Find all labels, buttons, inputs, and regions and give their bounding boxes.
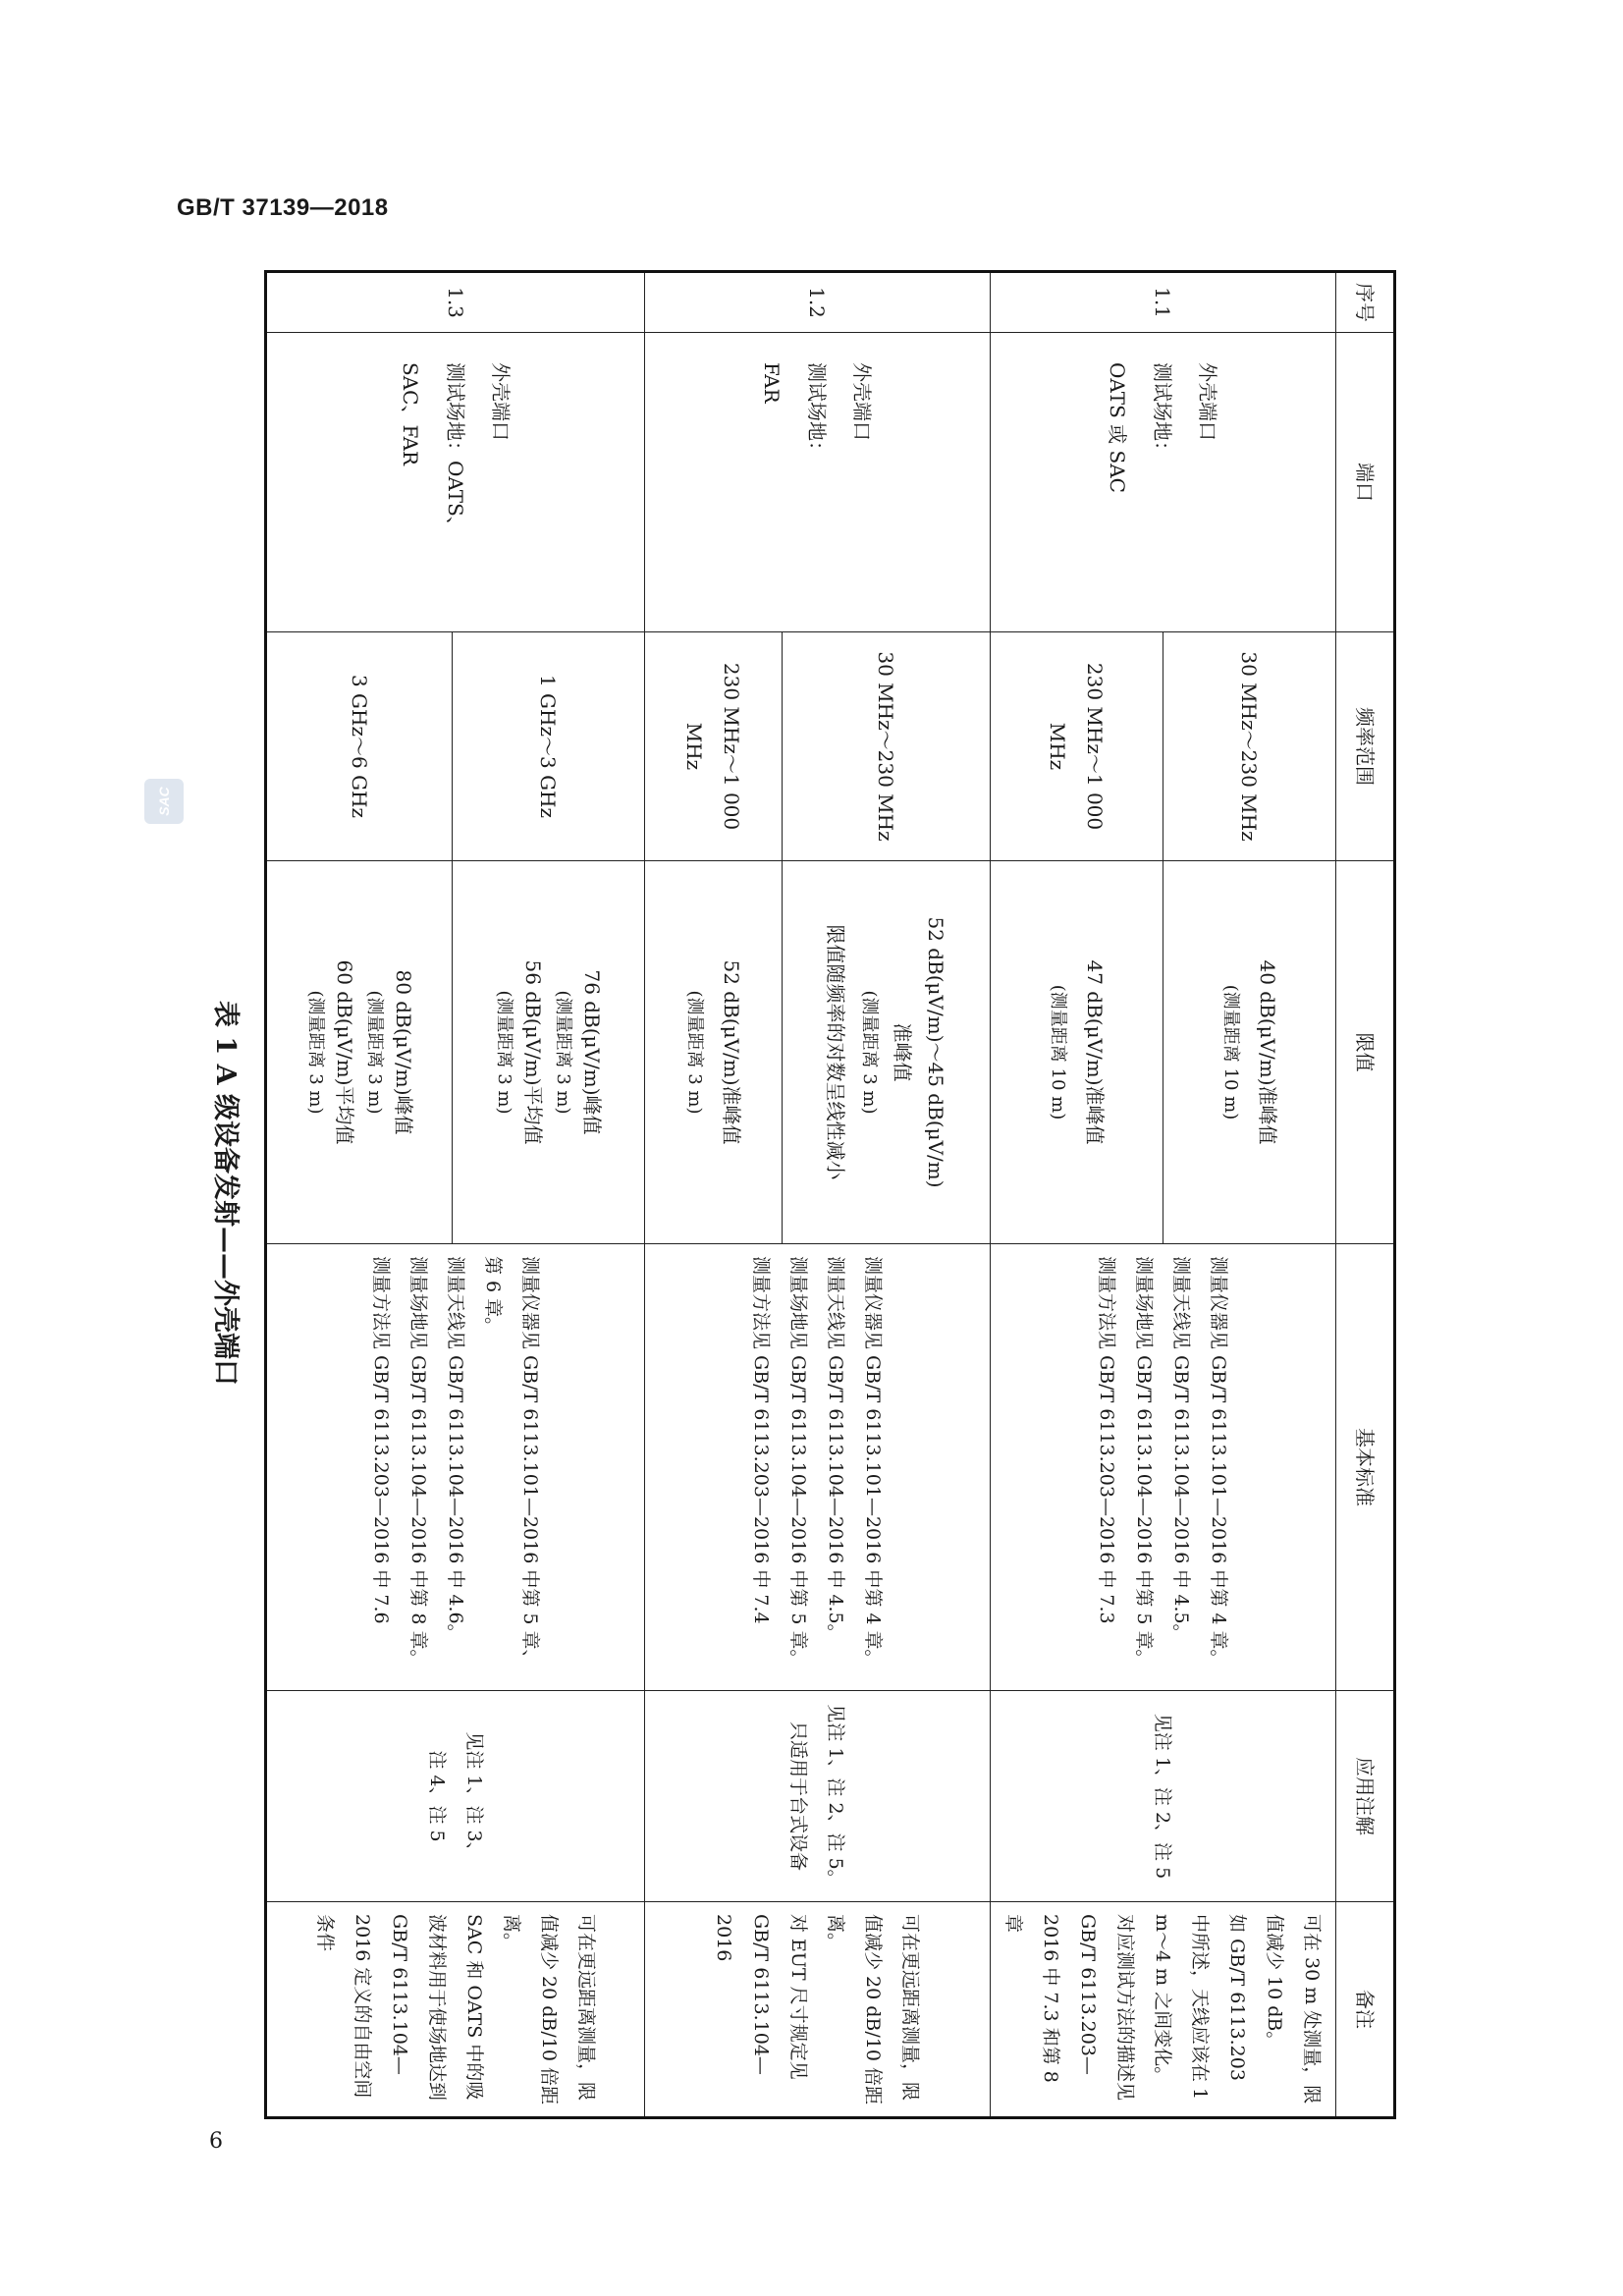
limit-cell <box>453 861 645 1244</box>
freq-cell: 30 MHz～230 MHz <box>783 632 991 861</box>
table-row <box>783 272 991 2118</box>
limit-line: (测量距离 10 m) <box>1220 984 1242 1121</box>
notes-cell <box>266 1902 645 2118</box>
note-text: 可在更远距离测量，限值减少 20 dB/10 倍距离。 <box>825 1914 922 2105</box>
standard-ref: 测量场地见 GB/T 6113.104—2016 中第 5 章。 <box>1133 1256 1156 1668</box>
col-header: 端口 <box>1336 333 1395 632</box>
limit-line: 80 dB(μV/m)峰值 <box>392 969 415 1135</box>
standards-cell <box>645 1244 991 1691</box>
note-text: 如 GB/T 6113.203 中所述，天线应该在 1 m～4 m 之间变化。 <box>1152 1914 1249 2101</box>
seq-cell: 1.2 <box>645 272 991 333</box>
col-header: 序号 <box>1336 272 1395 333</box>
limit-line: 52 dB(μV/m)～45 dB(μV/m) <box>924 916 948 1188</box>
application-line: 注 4、注 5 <box>426 1750 448 1842</box>
application-cell <box>645 1691 991 1902</box>
standard-ref: 测量方法见 GB/T 6113.203—2016 中 7.4 <box>750 1256 773 1624</box>
application-cell: 见注 1、注 2、注 5 <box>991 1691 1336 1902</box>
emission-table <box>264 270 1396 2119</box>
application-line: 只适用于台式设备 <box>787 1721 810 1871</box>
note-text: 可在更远距离测量，限值减少 20 dB/10 倍距离。 <box>501 1914 597 2105</box>
standard-ref: 测量仪器见 GB/T 6113.101—2016 中第 4 章。 <box>862 1256 885 1668</box>
limit-cell <box>1163 861 1336 1244</box>
note-text: 可在 30 m 处测量，限值减少 10 dB。 <box>1264 1914 1324 2105</box>
standard-ref: 测量天线见 GB/T 6113.104—2016 中 4.6。 <box>445 1256 466 1643</box>
limit-line: (测量距离 3 m) <box>684 990 706 1115</box>
freq-cell: 230 MHz～1 000 MHz <box>645 632 783 861</box>
standard-ref: 测量天线见 GB/T 6113.104—2016 中 4.5。 <box>825 1256 847 1643</box>
table-title: 表 1 A 级设备发射——外壳端口 <box>210 1001 241 1386</box>
page-number: 6 <box>209 2129 223 2154</box>
limit-line: (测量距离 3 m) <box>494 990 515 1115</box>
limit-line: (测量距离 3 m) <box>305 990 326 1115</box>
standard-ref: 测量场地见 GB/T 6113.104—2016 中第 8 章。 <box>407 1256 429 1668</box>
freq-cell: 230 MHz～1 000 MHz <box>991 632 1163 861</box>
limit-cell <box>266 861 453 1244</box>
freq-cell: 3 GHz～6 GHz <box>266 632 453 861</box>
notes-cell <box>645 1902 991 2118</box>
limit-line: 52 dB(μV/m)准峰值 <box>720 959 744 1145</box>
seq-cell: 1.1 <box>991 272 1336 333</box>
sac-watermark-logo: SAC <box>144 779 184 824</box>
limit-line: 准峰值 <box>891 1022 915 1082</box>
freq-cell: 30 MHz～230 MHz <box>1163 632 1336 861</box>
limit-line: 40 dB(μV/m)准峰值 <box>1256 959 1280 1145</box>
col-header: 基本标准 <box>1336 1244 1395 1691</box>
limit-line: 47 dB(μV/m)准峰值 <box>1083 959 1108 1145</box>
limit-cell <box>991 861 1163 1244</box>
port-cell: 外壳端口 测试场地： FAR <box>645 333 991 632</box>
application-cell <box>266 1691 645 1902</box>
notes-cell <box>991 1902 1336 2118</box>
limit-line: (测量距离 3 m) <box>859 990 881 1115</box>
note-text: 对应测试方法的描述见 GB/T 6113.203—2016 中 7.3 和第 8 章 <box>1002 1914 1137 2102</box>
rotated-landscape-content <box>210 270 1396 2116</box>
limit-line: (测量距离 3 m) <box>553 990 574 1115</box>
standards-cell <box>991 1244 1336 1691</box>
table-row <box>453 272 645 2118</box>
standard-ref: 测量场地见 GB/T 6113.104—2016 中第 5 章。 <box>787 1256 810 1668</box>
col-header: 应用注解 <box>1336 1691 1395 1902</box>
standard-ref: 测量方法见 GB/T 6113.203—2016 中 7.6 <box>370 1256 392 1624</box>
standards-cell <box>266 1244 645 1691</box>
limit-line: 限值随频率的对数呈线性减小 <box>824 924 848 1180</box>
port-cell: 外壳端口 测试场地：OATS、 SAC、FAR <box>266 333 645 632</box>
standard-ref: 测量天线见 GB/T 6113.104—2016 中 4.5。 <box>1170 1256 1193 1643</box>
limit-line: 76 dB(μV/m)峰值 <box>580 969 605 1135</box>
standard-number: GB/T 37139—2018 <box>177 194 389 221</box>
seq-cell: 1.3 <box>266 272 645 333</box>
col-header: 限值 <box>1336 861 1395 1244</box>
note-text: 对 EUT 尺寸规定见 GB/T 6113.104—2016 <box>713 1914 810 2080</box>
port-cell: 外壳端口 测试场地： OATS 或 SAC <box>991 333 1336 632</box>
table-row <box>1163 272 1336 2118</box>
freq-cell: 1 GHz～3 GHz <box>453 632 645 861</box>
col-header: 频率范围 <box>1336 632 1395 861</box>
limit-line: (测量距离 3 m) <box>364 990 385 1115</box>
limit-cell <box>645 861 783 1244</box>
standard-ref: 测量仪器见 GB/T 6113.101—2016 中第 4 章。 <box>1208 1256 1230 1668</box>
application-line: 见注 1、注 3、 <box>463 1731 485 1861</box>
col-header: 备注 <box>1336 1902 1395 2118</box>
standard-ref: 测量方法见 GB/T 6113.203—2016 中 7.3 <box>1096 1256 1118 1624</box>
limit-cell <box>783 861 991 1244</box>
note-text: SAC 和 OATS 中的吸波材料用于使场地达到 GB/T 6113.104—2016 定义的自由空间条件 <box>314 1914 485 2102</box>
standard-ref: 测量仪器见 GB/T 6113.101—2016 中第 5 章、第 6 章。 <box>482 1256 541 1668</box>
application-line: 见注 1、注 2、注 5。 <box>825 1704 847 1888</box>
table-header-row <box>1336 272 1395 2118</box>
limit-line: 56 dB(μV/m)平均值 <box>521 959 546 1145</box>
limit-line: 60 dB(μV/m)平均值 <box>333 959 356 1145</box>
limit-line: (测量距离 10 m) <box>1048 984 1069 1121</box>
